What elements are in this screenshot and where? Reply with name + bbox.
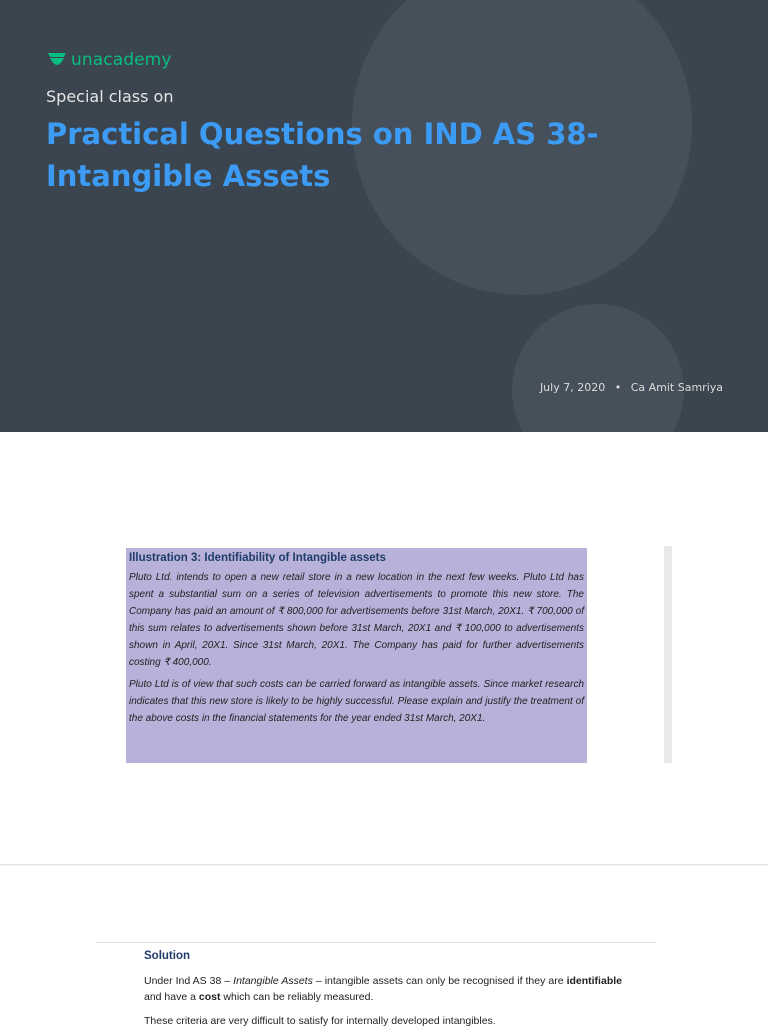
decorative-circle-small bbox=[512, 304, 684, 432]
p1-text-e: and have a bbox=[144, 991, 199, 1003]
title-slide bbox=[0, 0, 768, 432]
solution-slide bbox=[0, 866, 768, 1036]
divider bbox=[96, 942, 656, 943]
illustration-paragraph-1: Pluto Ltd. intends to open a new retail store in a new location in the next few weeks. Pluto Ltd has spent a substantial sum on a series of television advertisements to promote this new store. The Company has paid an amount of ₹ 800,000 for advertisements before 31st March, 20X1. ₹ 700,000 of this sum relates to advertisements shown before 31st March, 20X1 and ₹ 100,000 to advertisements shown in April, 20X1. Since 31st March, 20X1. The Company has paid for further advertisements costing ₹ 400,000. bbox=[129, 572, 584, 668]
p1-text-c: – intangible assets can only be recognised if they are bbox=[312, 975, 567, 987]
illustration-box bbox=[126, 548, 587, 763]
slide-author: Ca Amit Samriya bbox=[630, 381, 723, 394]
meta-separator: • bbox=[614, 381, 622, 394]
p1-text-g: which can be reliably measured. bbox=[220, 991, 374, 1003]
illustration-heading: Illustration 3: Identifiability of Intangible assets bbox=[129, 552, 386, 564]
brand-logo bbox=[46, 50, 172, 70]
slide-meta bbox=[540, 381, 723, 394]
p1-text-f: cost bbox=[198, 991, 221, 1003]
slide-date: July 7, 2020 bbox=[539, 381, 606, 394]
illustration-slide bbox=[0, 432, 768, 865]
slide-subtitle: Special class on bbox=[46, 87, 174, 106]
illustration-paragraph-2: Pluto Ltd is of view that such costs can be carried forward as intangible assets. Since market research indicates that this new store is likely to be highly successful. Please explain and justify the treatment of the above costs in the financial statements for the year ended 31st March, 20X1. bbox=[129, 679, 584, 724]
unacademy-logo-icon bbox=[46, 50, 68, 70]
solution-paragraph-2: These criteria are very difficult to satisfy for internally developed intangibles. bbox=[144, 1015, 496, 1027]
solution-paragraph-1 bbox=[144, 973, 622, 1005]
brand-name: unacademy bbox=[71, 50, 172, 70]
solution-heading: Solution bbox=[144, 950, 190, 962]
p1-text-b: Intangible Assets bbox=[233, 975, 313, 987]
slide-title: Practical Questions on IND AS 38- Intangible Assets bbox=[46, 117, 599, 193]
page-edge-bar bbox=[664, 546, 672, 763]
p1-text-a: Under Ind AS 38 – bbox=[144, 975, 234, 987]
p1-text-d: identifiable bbox=[566, 975, 622, 987]
